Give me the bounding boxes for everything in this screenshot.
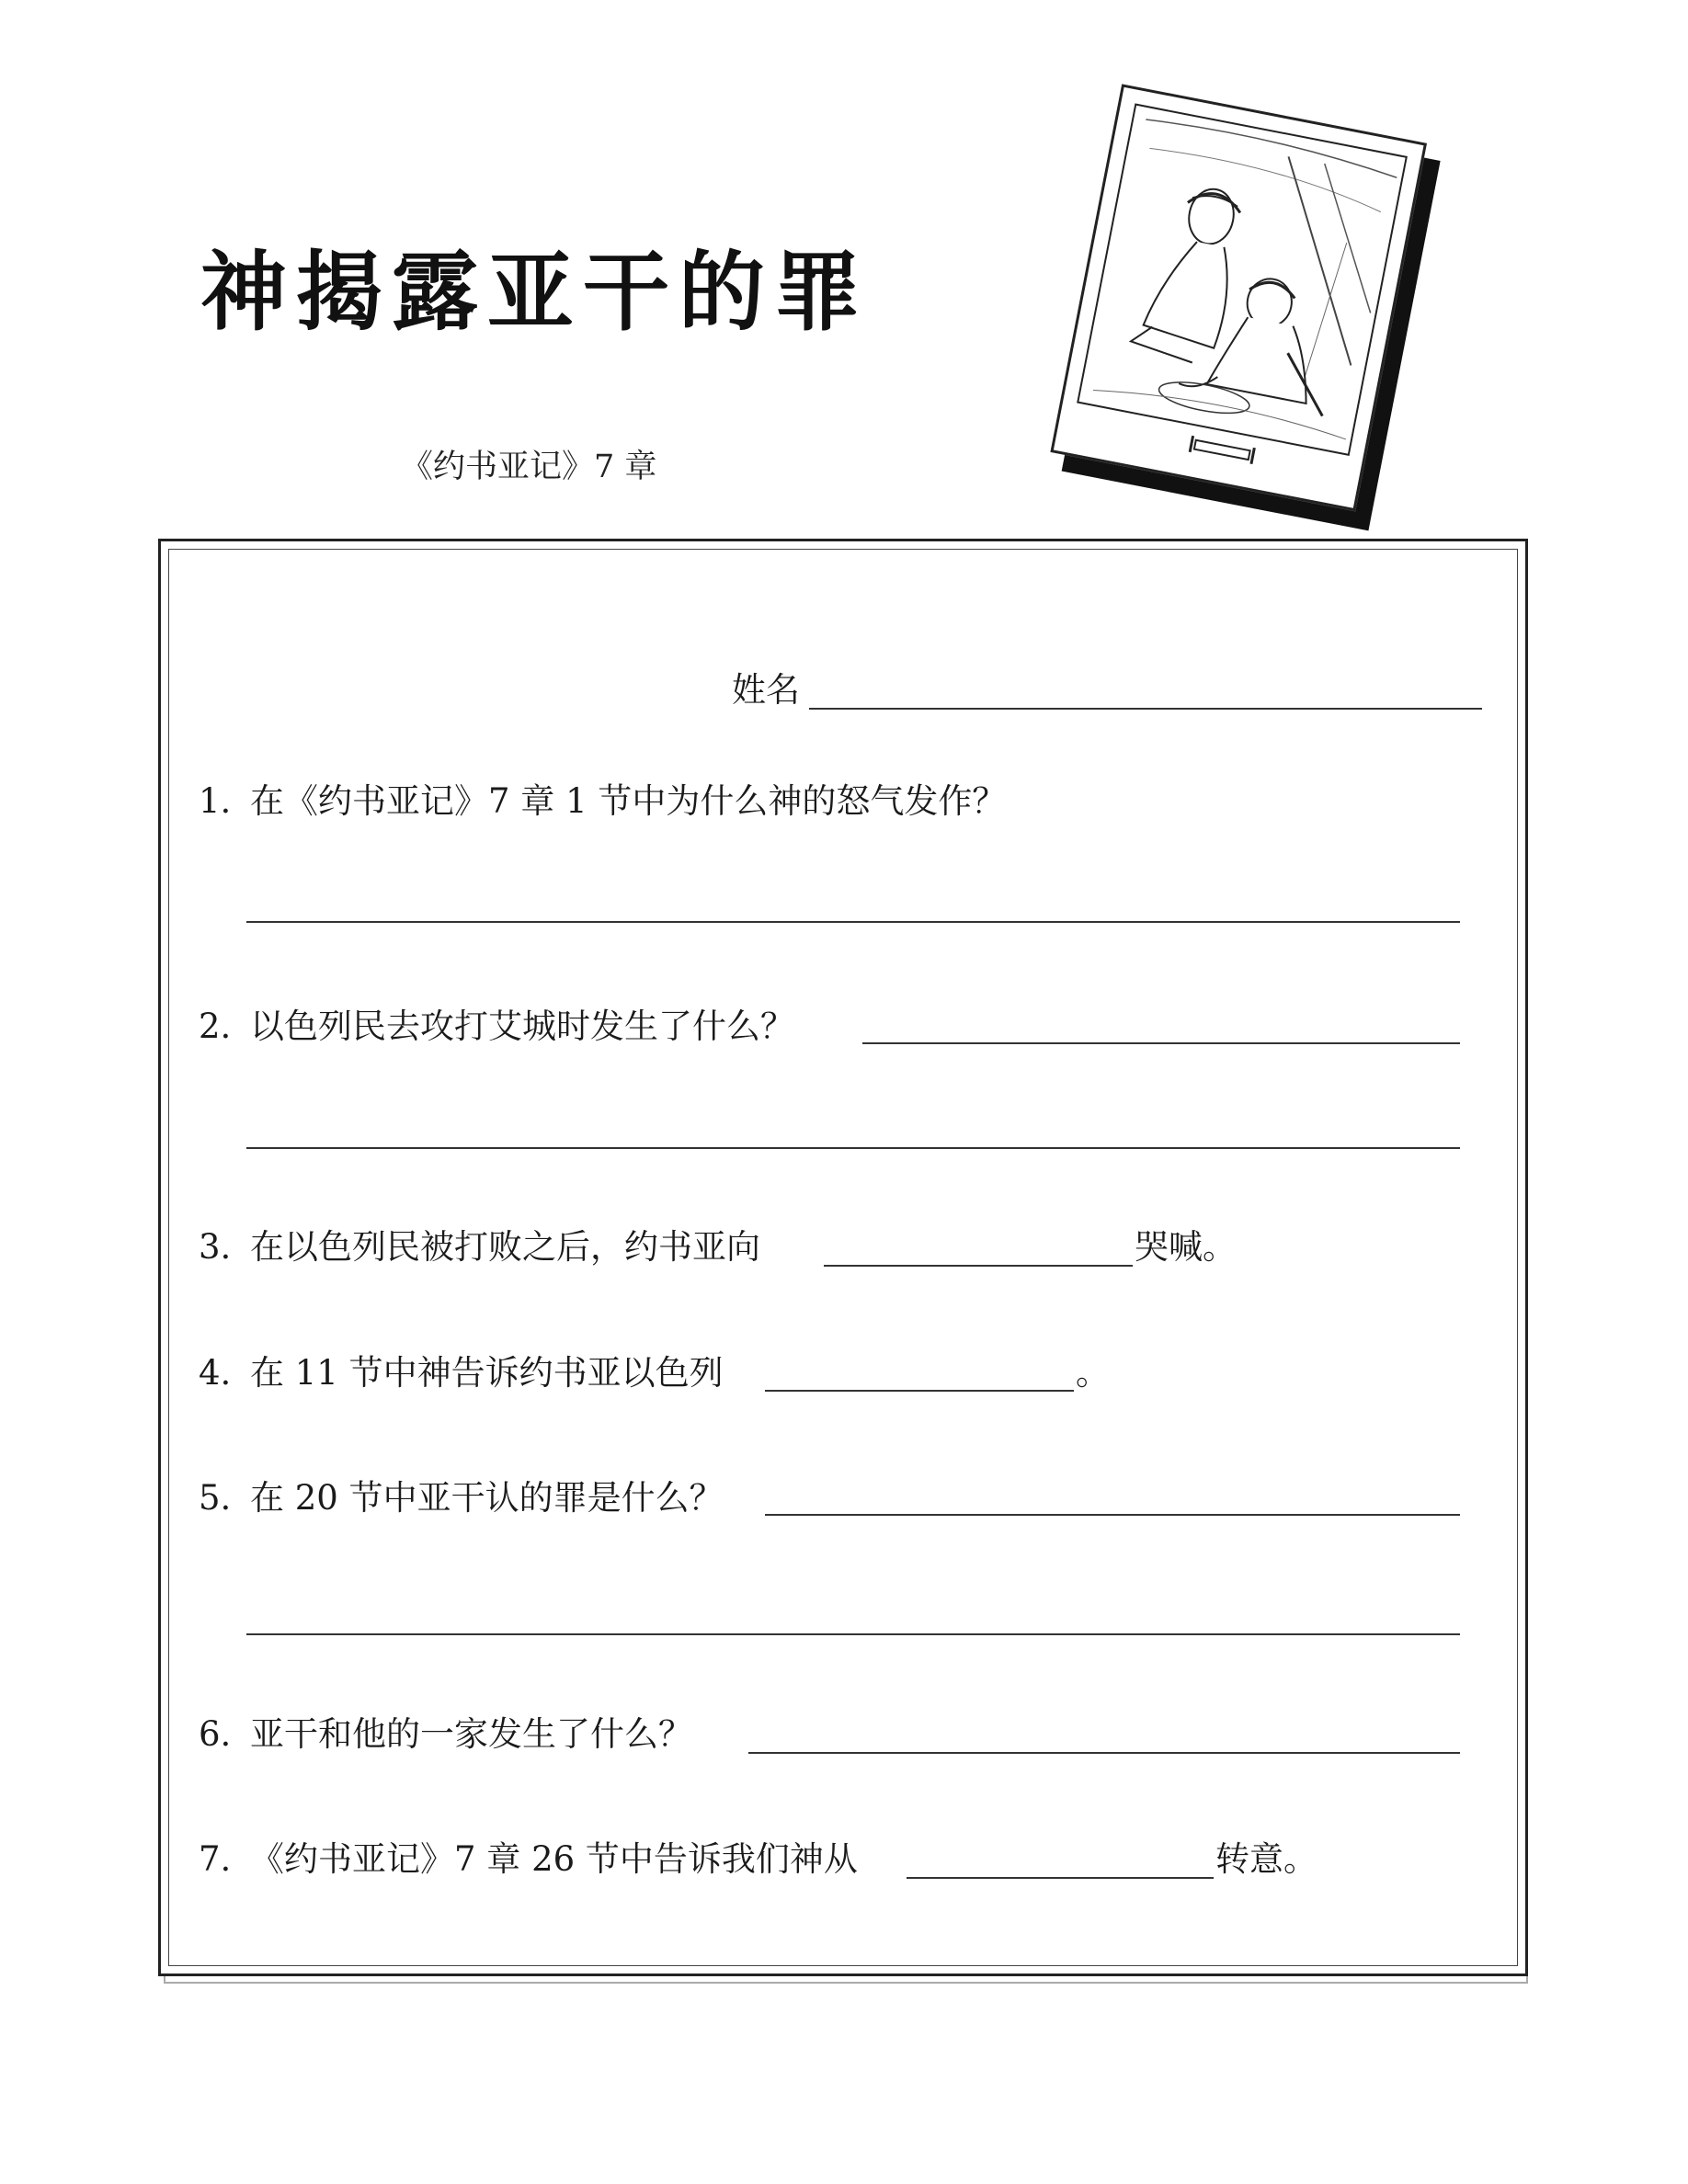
question-number: 1. bbox=[199, 781, 232, 821]
question-number: 6. bbox=[199, 1714, 232, 1754]
question-3 bbox=[199, 1227, 760, 1267]
question-text: 在《约书亚记》7 章 1 节中为什么神的怒气发作？ bbox=[250, 781, 1007, 821]
question-text-before: 在 11 节中神告诉约书亚以色列 bbox=[250, 1353, 724, 1393]
question-text: 以色列民去攻打艾城时发生了什么？ bbox=[250, 1007, 794, 1046]
answer-blank-3[interactable] bbox=[824, 1265, 1133, 1267]
page-title: 神揭露亚干的罪 bbox=[200, 243, 871, 343]
question-text: 亚干和他的一家发生了什么？ bbox=[250, 1714, 692, 1754]
question-4 bbox=[199, 1353, 724, 1393]
question-text-after: 转意。 bbox=[1215, 1839, 1317, 1879]
question-text-before: 在以色列民被打败之后，约书亚向 bbox=[250, 1227, 760, 1267]
question-number: 5. bbox=[199, 1478, 232, 1518]
question-2 bbox=[199, 1007, 794, 1046]
question-1 bbox=[199, 781, 1007, 821]
question-text-after: 。 bbox=[1076, 1353, 1110, 1393]
question-text-after: 哭喊。 bbox=[1135, 1227, 1237, 1267]
bible-scene-illustration-icon bbox=[1050, 84, 1429, 513]
answer-line-1a[interactable] bbox=[246, 921, 1460, 923]
question-number: 2. bbox=[199, 1007, 232, 1046]
question-number: 4. bbox=[199, 1353, 232, 1393]
answer-line-2b[interactable] bbox=[246, 1147, 1460, 1149]
answer-line-2a[interactable] bbox=[862, 1042, 1460, 1044]
name-label: 姓名 bbox=[732, 670, 800, 710]
illustration-drawing bbox=[1054, 87, 1424, 508]
answer-line-5a[interactable] bbox=[765, 1514, 1460, 1516]
question-text: 在 20 节中亚干认的罪是什么？ bbox=[250, 1478, 724, 1518]
question-text-before: 《约书亚记》7 章 26 节中告诉我们神从 bbox=[250, 1839, 858, 1879]
answer-blank-4[interactable] bbox=[765, 1390, 1074, 1392]
answer-line-5b[interactable] bbox=[246, 1633, 1460, 1635]
scripture-reference: 《约书亚记》7 章 bbox=[401, 449, 657, 485]
answer-blank-7[interactable] bbox=[907, 1877, 1214, 1879]
question-6 bbox=[199, 1714, 692, 1754]
name-field[interactable] bbox=[809, 708, 1482, 710]
answer-line-6a[interactable] bbox=[748, 1752, 1460, 1754]
question-7 bbox=[199, 1839, 858, 1879]
question-number: 7. bbox=[199, 1839, 232, 1879]
question-number: 3. bbox=[199, 1227, 232, 1267]
question-5 bbox=[199, 1478, 724, 1518]
